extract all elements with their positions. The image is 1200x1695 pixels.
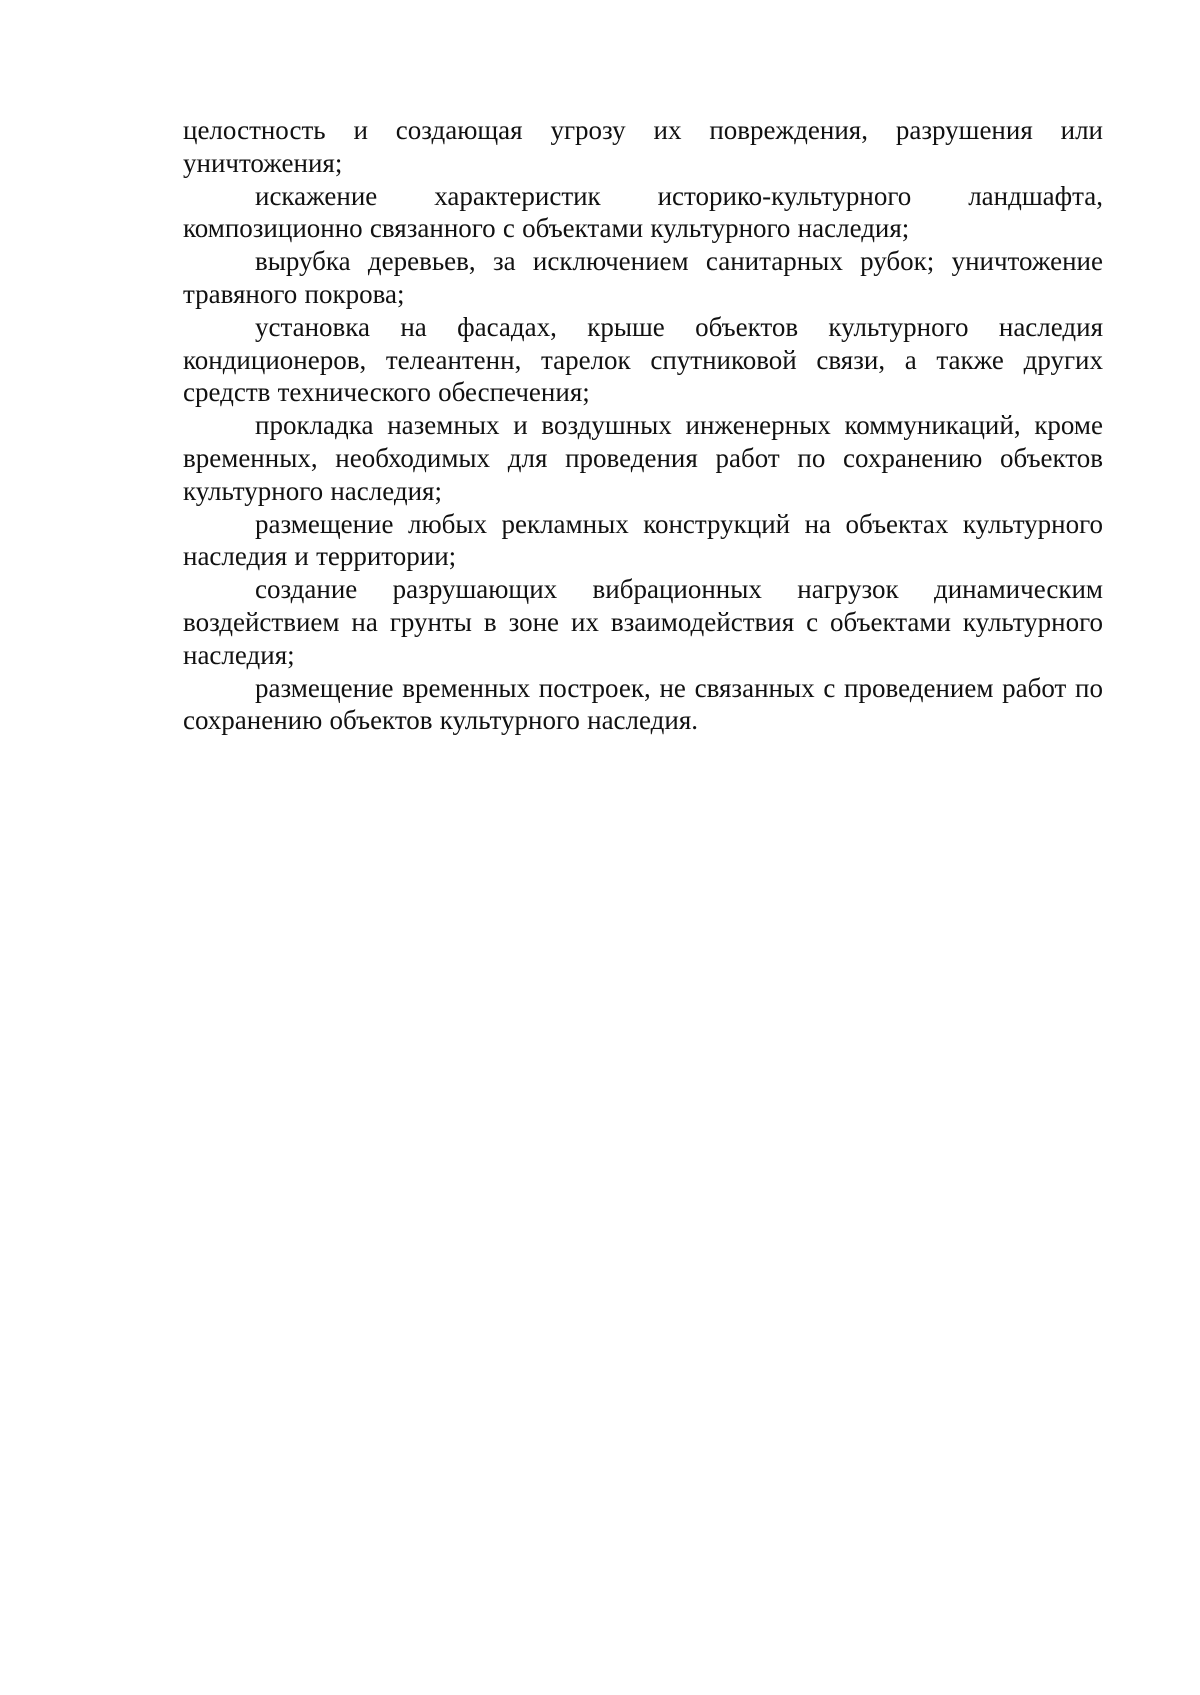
paragraph-landscape-distortion: искажение характеристик историко-культурного ландшафта, композиционно связанного с объектами культурного наследия; bbox=[183, 180, 1103, 244]
document-body bbox=[183, 114, 1103, 737]
paragraph-tree-felling: вырубка деревьев, за исключением санитарных рубок; уничтожение травяного покрова; bbox=[183, 246, 1103, 309]
paragraph-temporary-buildings: размещение временных построек, не связанных с проведением работ по сохранению объектов культурного наследия. bbox=[183, 672, 1103, 736]
paragraph-vibration-loads: создание разрушающих вибрационных нагрузок динамическим воздействием на грунты в зоне их взаимодействия с объектами культурного наследия; bbox=[183, 574, 1103, 670]
paragraph-facade-equipment: установка на фасадах, крыше объектов культурного наследия кондиционеров, телеантенн, тарелок спутниковой связи, а также других средств технического обеспечения; bbox=[183, 311, 1103, 408]
paragraph-continuation: целостность и создающая угрозу их повреждения, разрушения или уничтожения; bbox=[183, 115, 1103, 178]
paragraph-utility-lines: прокладка наземных и воздушных инженерных коммуникаций, кроме временных, необходимых для проведения работ по сохранению объектов культурного наследия; bbox=[183, 410, 1103, 506]
paragraph-advertising: размещение любых рекламных конструкций на объектах культурного наследия и территории; bbox=[183, 508, 1103, 572]
